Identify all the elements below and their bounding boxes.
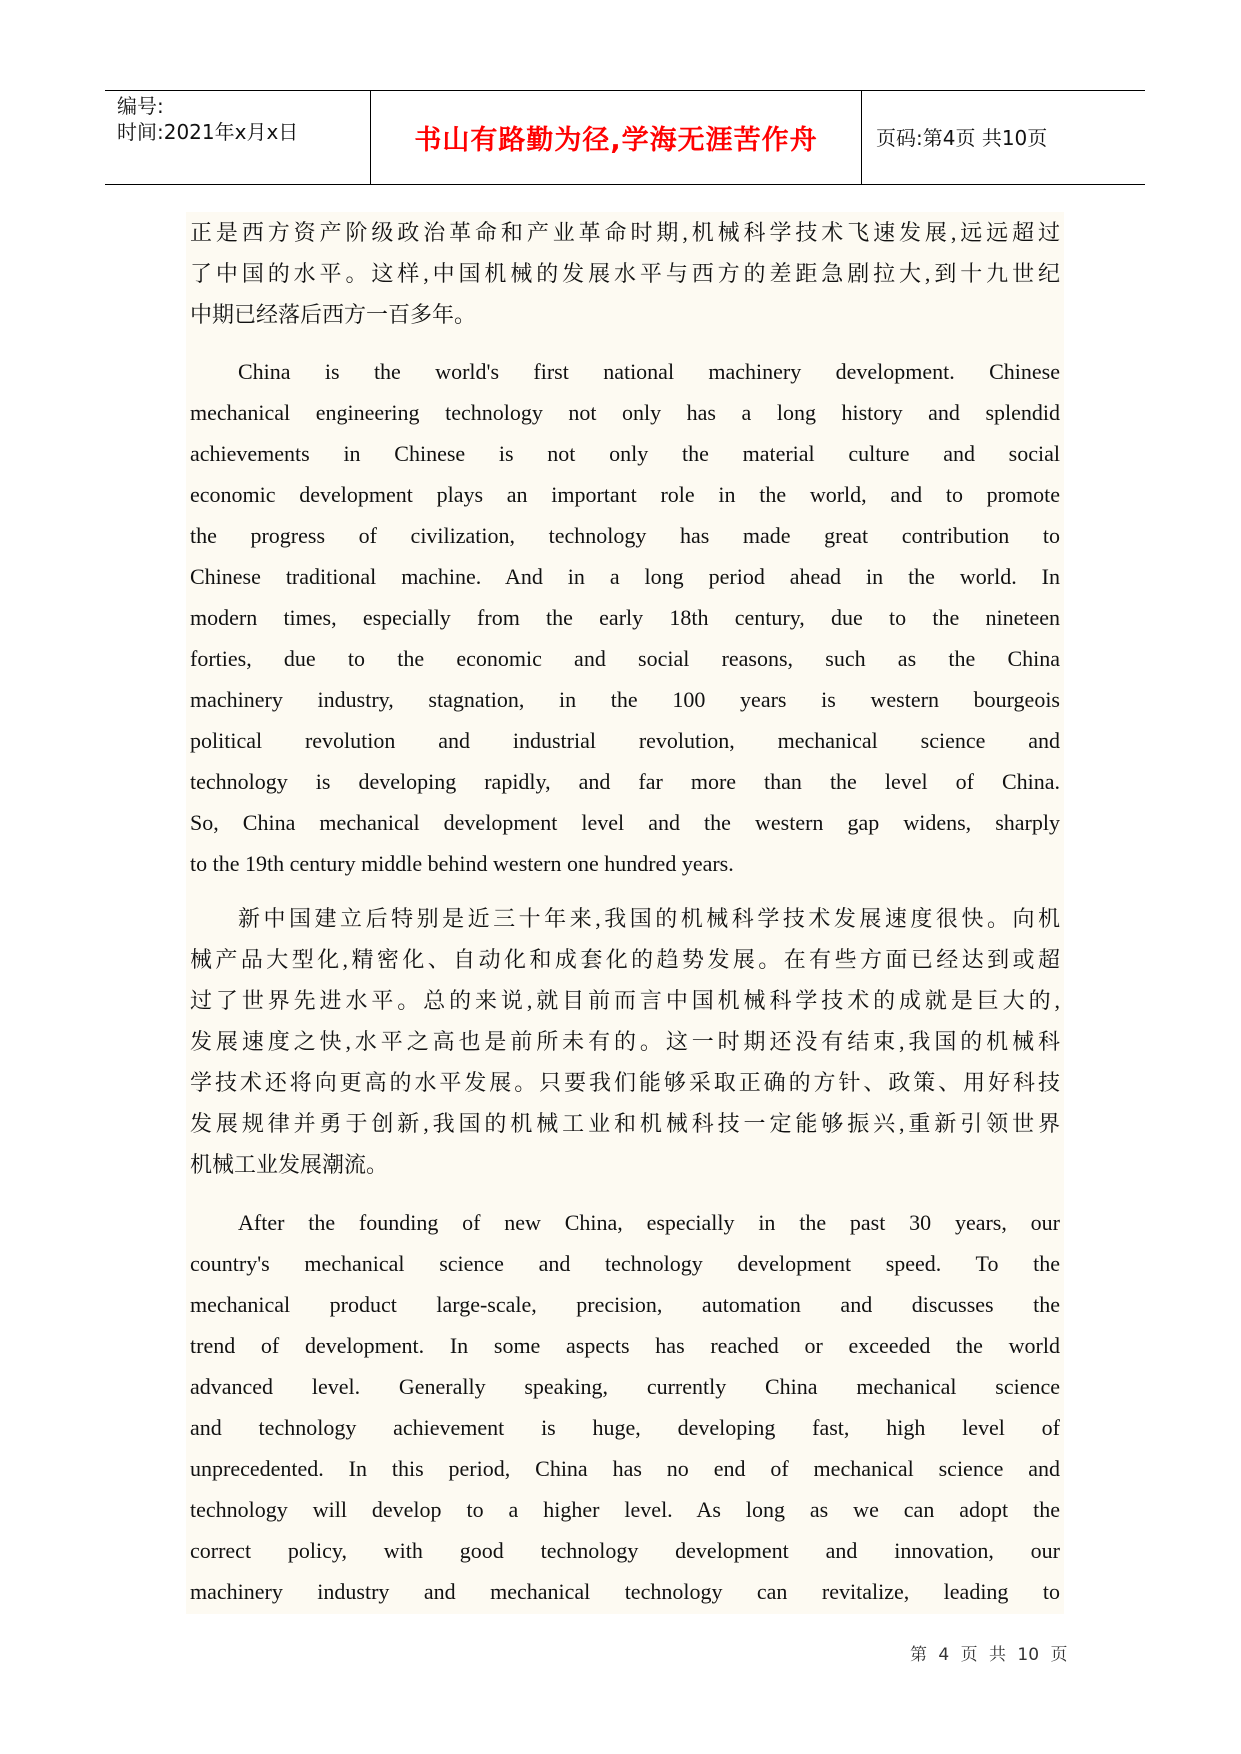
header-page-cell — [862, 91, 1145, 184]
text-line: technology will develop to a higher level. As long as we can adopt the — [190, 1497, 1060, 1522]
text-line: Chinese traditional machine. And in a long period ahead in the world. In — [190, 564, 1060, 589]
text-line: machinery industry, stagnation, in the 100 years is western bourgeois — [190, 687, 1060, 712]
text-line: mechanical product large-scale, precision, automation and discusses the — [190, 1292, 1060, 1317]
page-footer: 第 4 页 共 10 页 — [910, 1645, 1068, 1665]
text-line: 发展规律并勇于创新,我国的机械工业和机械科技一定能够振兴,重新引领世界 — [190, 1111, 1060, 1136]
text-line: technology is developing rapidly, and far more than the level of China. — [190, 769, 1060, 794]
text-line: machinery industry and mechanical technology can revitalize, leading to — [190, 1579, 1060, 1604]
header-motto-cell — [371, 91, 862, 184]
text-line: advanced level. Generally speaking, currently China mechanical science — [190, 1374, 1060, 1399]
text-line: the progress of civilization, technology has made great contribution to — [190, 523, 1060, 548]
text-line: economic development plays an important role in the world, and to promote — [190, 482, 1060, 507]
text-line: So, China mechanical development level and the western gap widens, sharply — [190, 810, 1060, 835]
text-line: country's mechanical science and technology development speed. To the — [190, 1251, 1060, 1276]
document-date: 时间:2021年x月x日 — [117, 120, 299, 144]
text-line: 发展速度之快,水平之高也是前所未有的。这一时期还没有结束,我国的机械科 — [190, 1029, 1060, 1054]
document-header — [105, 90, 1145, 185]
text-line: unprecedented. In this period, China has no end of mechanical science and — [190, 1456, 1060, 1481]
text-line: political revolution and industrial revolution, mechanical science and — [190, 728, 1060, 753]
header-page-info: 页码:第4页 共10页 — [876, 125, 1048, 150]
document-number-label: 编号: — [117, 94, 164, 118]
text-line: 械产品大型化,精密化、自动化和成套化的趋势发展。在有些方面已经达到或超 — [190, 947, 1060, 972]
text-line: to the 19th century middle behind western one hundred years. — [190, 851, 734, 876]
text-line: forties, due to the economic and social reasons, such as the China — [190, 646, 1060, 671]
header-meta-cell — [105, 91, 371, 184]
paragraph-4 — [190, 1202, 1060, 1612]
text-line: China is the world's first national machinery development. Chinese — [238, 359, 1060, 384]
text-line: 过了世界先进水平。总的来说,就目前而言中国机械科学技术的成就是巨大的, — [190, 988, 1060, 1013]
text-line: 新中国建立后特别是近三十年来,我国的机械科学技术发展速度很快。向机 — [238, 906, 1060, 931]
paragraph-3 — [190, 898, 1060, 1185]
text-line: 中期已经落后西方一百多年。 — [190, 302, 477, 327]
text-line: trend of development. In some aspects has reached or exceeded the world — [190, 1333, 1060, 1358]
text-line: correct policy, with good technology development and innovation, our — [190, 1538, 1060, 1563]
text-line: achievements in Chinese is not only the material culture and social — [190, 441, 1060, 466]
paragraph-1 — [190, 212, 1060, 335]
text-line: mechanical engineering technology not only has a long history and splendid — [190, 400, 1060, 425]
text-line: and technology achievement is huge, developing fast, high level of — [190, 1415, 1060, 1440]
text-line: 了中国的水平。这样,中国机械的发展水平与西方的差距急剧拉大,到十九世纪 — [190, 261, 1060, 286]
text-line: modern times, especially from the early 18th century, due to the nineteen — [190, 605, 1060, 630]
text-line: 机械工业发展潮流。 — [190, 1152, 389, 1177]
header-motto: 书山有路勤为径,学海无涯苦作舟 — [414, 125, 818, 156]
text-line: 正是西方资产阶级政治革命和产业革命时期,机械科学技术飞速发展,远远超过 — [190, 220, 1060, 245]
paragraph-2 — [190, 351, 1060, 884]
text-line: 学技术还将向更高的水平发展。只要我们能够采取正确的方针、政策、用好科技 — [190, 1070, 1060, 1095]
text-line: After the founding of new China, especially in the past 30 years, our — [238, 1210, 1060, 1235]
